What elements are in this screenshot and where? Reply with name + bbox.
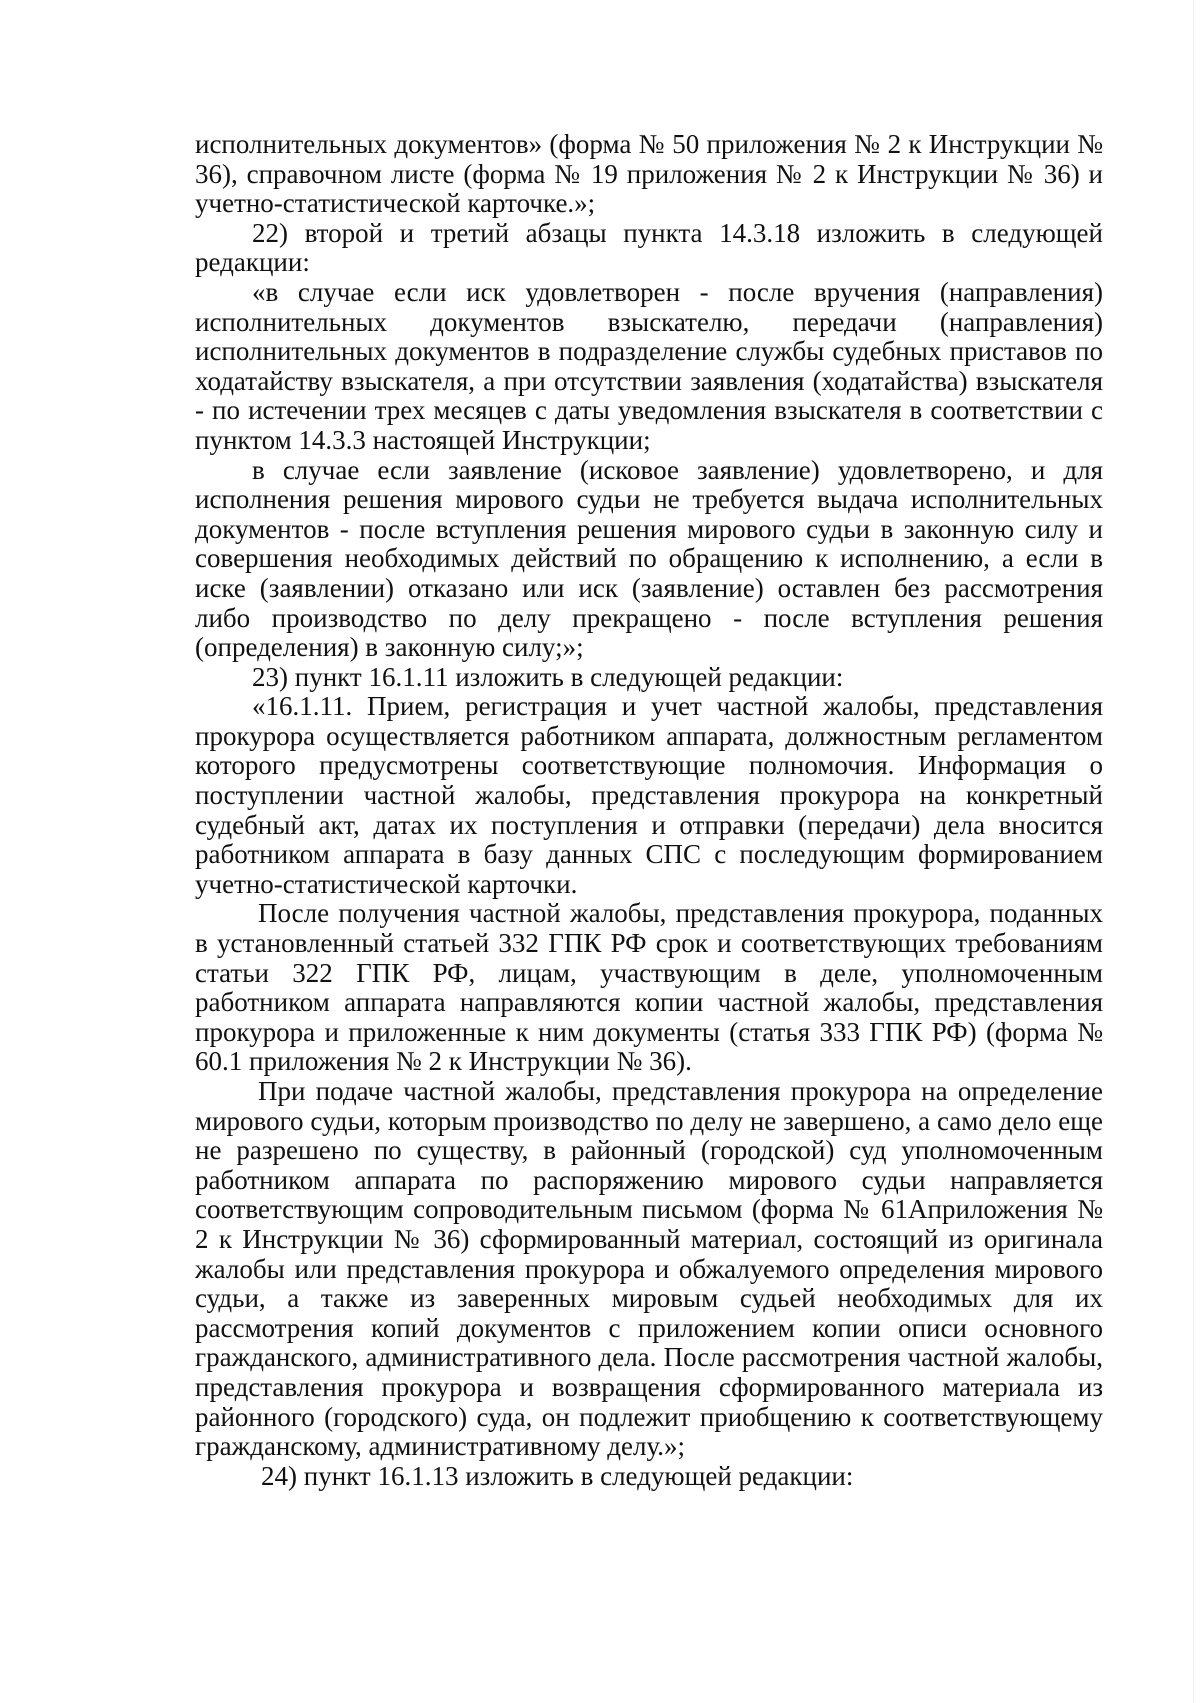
- paragraph-continuation: исполнительных документов» (форма № 50 приложения № 2 к Инструкции № 36), справочном листе (форма № 19 приложения № 2 к Инструкции № 36) и учетно-статистической карточке.»;: [195, 129, 1103, 219]
- paragraph-after-receipt: После получения частной жалобы, представления прокурора, поданных в установленный статьей 332 ГПК РФ срок и соответствующих требованиям статьи 322 ГПК РФ, лицам, участвующим в деле, уполномоченным работником аппарата направляются копии частной жалобы, представления прокурора и приложенные к ним документы (статья 333 ГПК РФ) (форма № 60.1 приложения № 2 к Инструкции № 36).: [195, 898, 1103, 1077]
- paragraph-quote-second: в случае если заявление (исковое заявление) удовлетворено, и для исполнения решения мирового судьи не требуется выдача исполнительных документов - после вступления решения мирового судьи в законную силу и совершения необходимых действий по обращению к исполнению, а если в иске (заявлении) отказано или иск (заявление) оставлен без рассмотрения либо производство по делу прекращено - после вступления решения (определения) в законную силу;»;: [195, 454, 1103, 663]
- paragraph-item-22: 22) второй и третий абзацы пункта 14.3.18 изложить в следующей редакции:: [195, 217, 1103, 278]
- scan-edge-line: [1193, 0, 1194, 1703]
- paragraph-item-24: 24) пункт 16.1.13 изложить в следующей редакции:: [261, 1460, 854, 1491]
- paragraph-when-filing: При подаче частной жалобы, представления прокурора на определение мирового судьи, которым производство по делу не завершено, а само дело еще не разрешено по существу, в районный (городской) суд уполномоченным работником аппарата по распоряжению мирового судьи направляется соответствующим сопроводительным письмом (форма № 61Априложения № 2 к Инструкции № 36) сформированный материал, состоящий из оригинала жалобы или представления прокурора и обжалуемого определения мирового судьи, а также из заверенных мировым судьей необходимых для их рассмотрения копий документов с приложением копии описи основного гражданского, административного дела. После рассмотрения частной жалобы, представления прокурора и возвращения сформированного материала из районного (городского) суда, он подлежит приобщению к соответствующему гражданскому, административному делу.»;: [195, 1076, 1103, 1462]
- paragraph-item-23: 23) пункт 16.1.11 изложить в следующей редакции:: [252, 661, 844, 692]
- paragraph-quote-first: «в случае если иск удовлетворен - после вручения (направления) исполнительных документов взыскателю, передачи (направления) исполнительных документов в подразделение службы судебных приставов по ходатайству взыскателя, а при отсутствии заявления (ходатайства) взыскателя - по истечении трех месяцев с даты уведомления взыскателя в соответствии с пунктом 14.3.3 настоящей Инструкции;: [195, 276, 1103, 455]
- document-body: [195, 130, 1103, 1491]
- paragraph-16-1-11: «16.1.11. Прием, регистрация и учет частной жалобы, представления прокурора осуществляется работником аппарата, должностным регламентом которого предусмотрены соответствующие полномочия. Информация о поступлении частной жалобы, представления прокурора на конкретный судебный акт, датах их поступления и отправки (передачи) дела вносится работником аппарата в базу данных СПС с последующим формированием учетно-статистической карточки.: [195, 691, 1103, 899]
